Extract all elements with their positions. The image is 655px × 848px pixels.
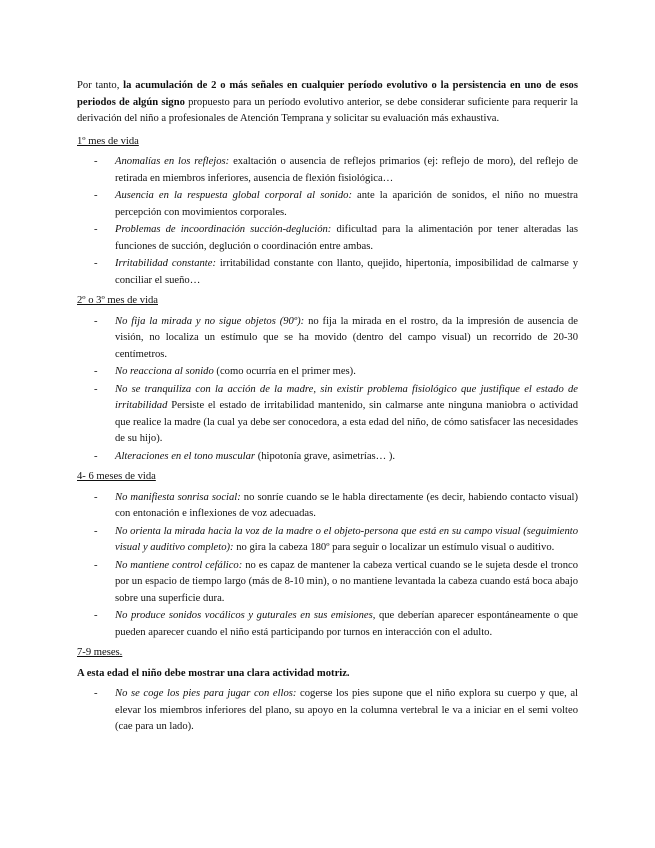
item-lead: No orienta la mirada hacia la voz de la madre o el objeto-persona que está en su campo visual (seguimiento visual y auditivo completo): <box>115 525 578 553</box>
item-lead: No mantiene control cefálico: <box>115 559 243 571</box>
item-lead: No se tranquiliza con la acción de la madre, sin existir problema fisiológico que justifique el estado de irritabilidad <box>115 383 578 411</box>
section-lead-7-9-meses: A esta edad el niño debe mostrar una clara actividad motriz. <box>77 667 350 679</box>
list-item <box>77 382 578 448</box>
section-list-4-6-meses <box>77 490 578 642</box>
list-item <box>77 490 578 523</box>
item-text: dificultad para la alimentación por tener alteradas las funciones de succión, deglución o coordinación entre ambas. <box>115 224 579 252</box>
list-dash: - <box>94 525 98 537</box>
item-lead: Anomalías en los reflejos: <box>115 156 230 167</box>
item-lead: Irritabilidad constante: <box>115 258 216 269</box>
section-list-2-3-mes <box>77 314 578 466</box>
list-dash: - <box>94 610 98 621</box>
item-lead: Ausencia en la respuesta global corporal al sonido: <box>115 190 352 201</box>
intro-text-end: propuesto para un período evolutivo anterior, se debe considerar suficiente para requerir la derivación del niño a profesionales de Atención Temprana y solicitar su evaluación más exhaustiva. <box>77 96 579 124</box>
intro-bold-text: la acumulación de 2 o más señales en cualquier período evolutivo o la persistencia en uno de esos periodos de algún signo <box>77 80 578 108</box>
list-item <box>77 686 578 736</box>
list-dash: - <box>94 258 98 269</box>
item-lead: No reacciona al sonido <box>115 366 214 377</box>
item-lead: No produce sonidos vocálicos y guturales en sus emisiones, <box>115 610 376 621</box>
item-text: irritabilidad constante con llanto, quejido, hipertonía, imposibilidad de calmarse y conciliar el sueño… <box>115 258 578 286</box>
item-text: no es capaz de mantener la cabeza vertical cuando se le sujeta desde el tronco por un espacio de tiempo largo (más de 8-10 min), o no mantiene levantada la cabeza cuando está boca abajo sobre una superficie dura. <box>115 559 578 604</box>
list-dash: - <box>94 559 98 571</box>
list-item <box>77 364 578 381</box>
list-item <box>77 449 578 466</box>
item-text: ante la aparición de sonidos, el niño no muestra percepción con movimientos corporales. <box>115 190 578 218</box>
list-item <box>77 256 578 289</box>
item-text: (hipotonía grave, asimetrías… ). <box>255 450 396 462</box>
document-body <box>77 78 578 740</box>
list-dash: - <box>94 190 98 201</box>
list-dash: - <box>94 366 98 377</box>
list-dash: - <box>94 491 98 503</box>
item-text: no gira la cabeza 180º para seguir o localizar un estímulo visual o auditivo. <box>233 542 555 553</box>
list-item <box>77 558 578 608</box>
item-lead: No se coge los pies para jugar con ellos: <box>115 688 297 699</box>
list-dash: - <box>94 688 98 699</box>
section-list-7-9-meses <box>77 686 578 736</box>
intro-text-start: Por tanto, <box>77 80 124 91</box>
intro-paragraph <box>77 78 578 128</box>
item-lead: Alteraciones en el tono muscular <box>115 450 256 462</box>
item-text: que deberían aparecer espontáneamente o que pueden aparecer cuando el niño está participando por turnos en interacción con el adulto. <box>115 610 578 638</box>
list-item <box>77 188 578 221</box>
list-dash: - <box>94 383 98 395</box>
list-item <box>77 524 578 557</box>
item-text: exaltación o ausencia de reflejos primarios (ej: reflejo de moro), del reflejo de retirada en miembros inferiores, ausencia de flexión fisiológica… <box>115 156 579 184</box>
item-text: no fija la mirada en el rostro, da la impresión de ausencia de visión, no localiza un estímulo que se ha movido (dentro del campo visual) un recorrido de 20-30 centímetros. <box>115 315 579 360</box>
section-heading-7-9-meses: 7-9 meses. <box>77 647 123 658</box>
section-heading-1-mes: 1º mes de vida <box>77 135 139 147</box>
list-item <box>77 608 578 641</box>
list-item <box>77 154 578 187</box>
item-text: Persiste el estado de irritabilidad mantenido, sin calmarse ante ninguna maniobra o actividad que realice la madre (la cual ya debe ser conocedora, a esta edad del niño, de cómo satisfacer las necesidades de su hijo). <box>115 400 578 444</box>
section-list-1-mes <box>77 154 578 289</box>
item-text: (como ocurría en el primer mes). <box>213 366 356 377</box>
list-dash: - <box>94 315 98 327</box>
list-item <box>77 222 578 255</box>
item-lead: No manifiesta sonrisa social: <box>115 491 241 503</box>
list-dash: - <box>94 450 98 462</box>
list-dash: - <box>94 224 98 235</box>
item-lead: No fija la mirada y no sigue objetos (90º): <box>115 315 305 327</box>
section-heading-2-3-mes: 2º o 3º mes de vida <box>77 295 159 306</box>
list-dash: - <box>94 156 98 167</box>
item-text: no sonríe cuando se le habla directamente (es decir, habiendo contacto visual) con entonación e inflexiones de voz adecuadas. <box>115 491 578 519</box>
item-lead: Problemas de incoordinación succión-deglución: <box>115 224 332 235</box>
section-heading-4-6-meses: 4- 6 meses de vida <box>77 471 156 482</box>
item-text: cogerse los pies supone que el niño explora su cuerpo y que, al elevar los miembros inferiores del plano, su apoyo en la columna vertebral le va a iniciar en el semi volteo (cae para un lado). <box>115 688 579 732</box>
list-item <box>77 314 578 364</box>
